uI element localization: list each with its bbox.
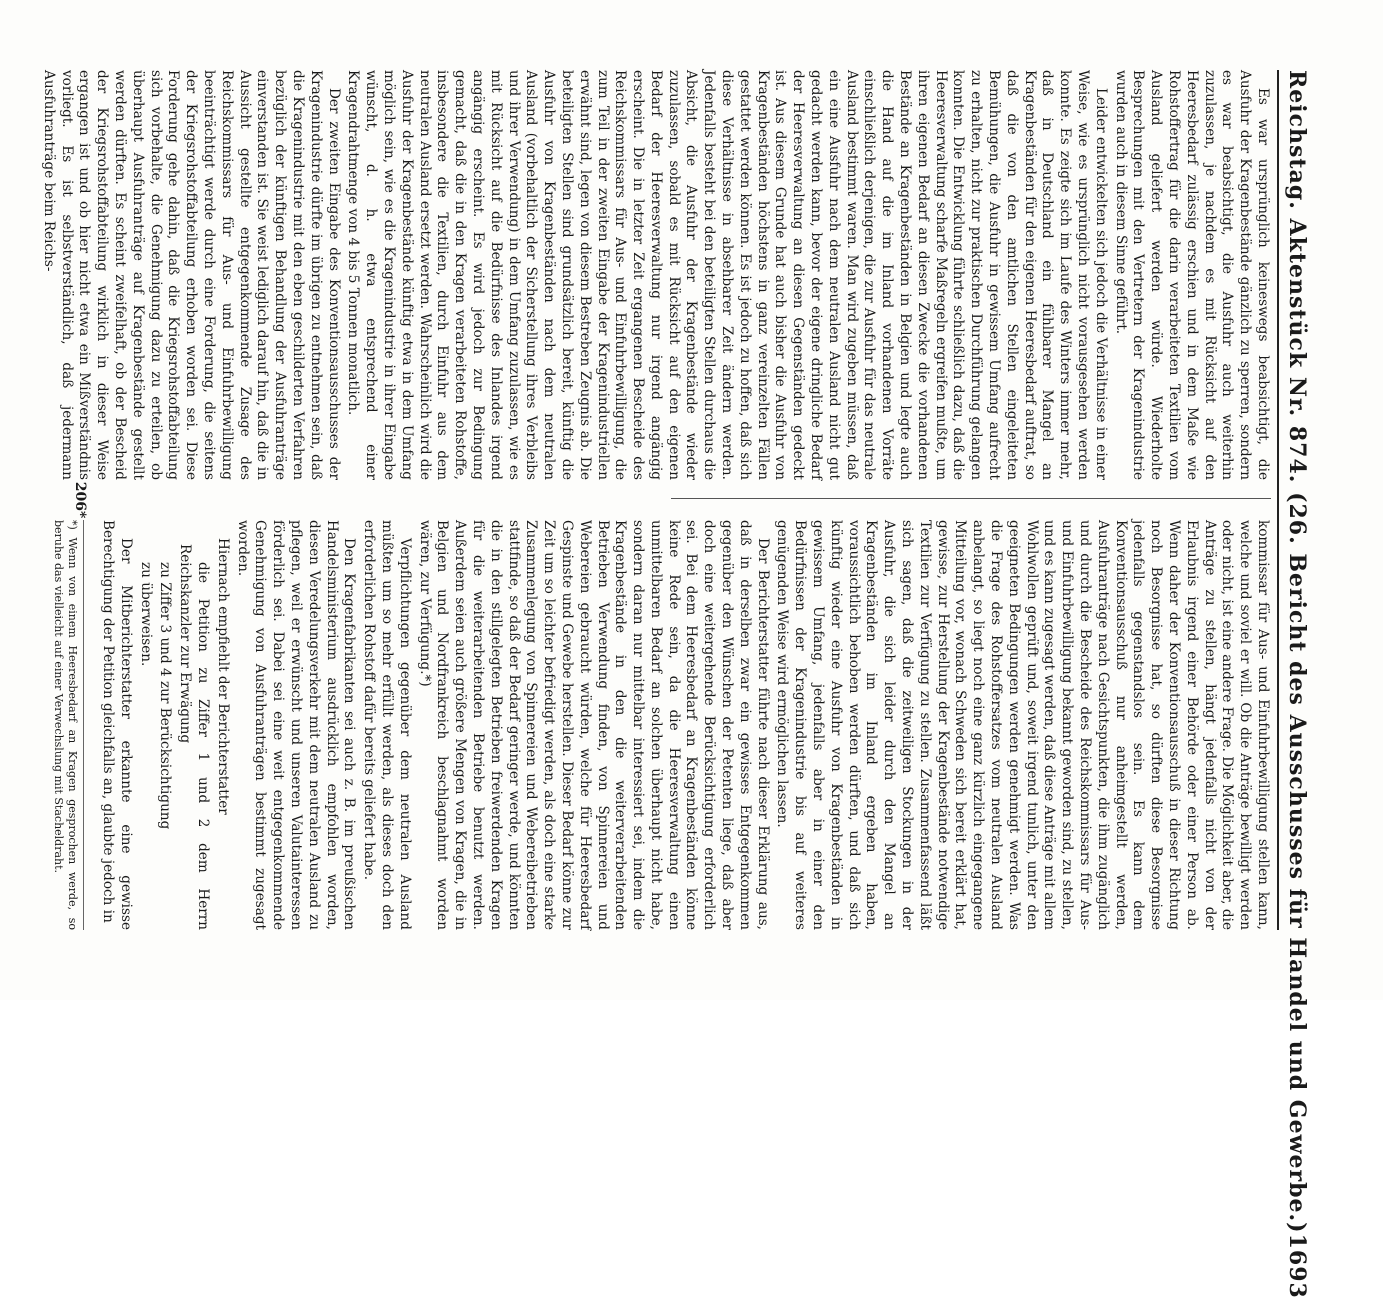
left-paragraph: Der zweiten Eingabe des Konventionsausschusses der Kragenindustrie dürfte im übrigen zu entnehmen sein, daß die Kragenindustrie mit den eben geschilderten Verfahren bezüglich der künftigen Behandlung der Ausfuhranträge einverstanden ist. Sie weist lediglich darauf hin, daß die in Aussicht gestellte entgegenkommende Zusage des Reichskommissars für Aus- und Einfuhrbewilligung beeinträchtigt werde durch eine Forderung, die seitens der Kriegsrohstoffabteilung erhoben worden sei. Diese Forderung gehe dahin, daß die Kriegsrohstoffabteilung sich vorbehalte, die Genehmigung dazu zu erteilen, ob überhaupt Ausfuhranträge auf Kragenbestände gestellt werden dürften. Es scheint zweifelhaft, ob der Bescheid der Kriegsrohstoffabteilung wirklich in dieser Weise ergangen ist und ob hier nicht etwa ein Mißverständnis vorliegt. Es ist selbstverständlich, daß jedermann Ausfuhranträge beim Reichs- bbox=[40, 70, 342, 480]
right-paragraph: kommissar für Aus- und Einfuhrbewilligung stellen kann, welche und soviel er will. Ob die Anträge bewilligt werden oder nicht, ist eine andere Frage. Die Möglichkeit aber, die Anträge zu stellen, hängt jedenfalls nicht von der Erlaubnis irgend einer Behörde oder einer Person ab. Wenn daher der Konventionsausschuß in dieser Richtung noch Besorgnisse hat, so dürften diese Besorgnisse jedenfalls gegenstandslos sein. Es kann dem Konventionsausschuß nur anheimgestellt werden, Ausfuhranträge nach Gesichtspunkten, die ihm zugänglich und durch die Bescheide des Reichskommissars für Aus- und Einfuhrbewilligung bekannt geworden sind, zu stellen, und es kann zugesagt werden, daß diese Anträge mit allem Wohlwollen geprüft und, soweit irgend tunlich, unter den geeigneten Bedingungen werden genehmigt werden. Was die Frage des Rohstoffersatzes vom neutralen Ausland anbelangt, so liegt noch eine ganz kürzlich eingegangene Mitteilung vor, wonach Schweden sich bereit erklärt hat, gewisse, zur Herstellung der Kragenbestände notwendige Textilien zur Verfügung zu stellen. Zusammenfassend läßt sich sagen, daß die zeitweiligen Stockungen in der Ausfuhr, die sich leider durch den Mangel an Kragenbeständen im Inland ergeben haben, voraussichtlich behoben werden dürften, und daß sich künftig wieder eine Ausfuhr von Kragenbeständen in gewissem Umfang, jedenfalls aber in einer den Bedürfnissen der Kragenindustrie bis auf weiteres genügenden Weise wird ermöglichen lassen. bbox=[774, 520, 1271, 930]
right-paragraph: Den Kragenfabrikanten sei auch z. B. im preußischen Handelsministerium ausdrücklich empfohlen worden, diesen Veredelungsverkehr mit dem neutralen Ausland zu pflegen, weil er erwünscht und unseren Valutainteressen förderlich sei. Dabei sei eine weit entgegenkommende Genehmigung von Ausfuhranträgen bestimmt zugesagt worden. bbox=[234, 520, 358, 930]
header-rule bbox=[1277, 70, 1279, 930]
page-title: Reichstag. Aktenstück Nr. 874. (26. Bericht des Ausschusses für Handel und Gewerbe.) bbox=[1284, 70, 1310, 1234]
left-column bbox=[40, 70, 1271, 480]
footnote: *) Wenn von einem Heeresbedarf an Kragen gesprochen werde, so beruhe das vielleicht auf einer Verwechslung mit Stacheldraht. bbox=[51, 520, 84, 930]
left-paragraph: Leider entwickelten sich jedoch die Verhältnisse in einer Weise, wie es ursprünglich nicht vorausgesehen werden konnte. Es zeigte sich im Laufe des Winters immer mehr, daß in Deutschland ein fühlbarer Mangel an Kragenbeständen für den eigenen Heeresbedarf auftrat, so daß die von den amtlichen Stellen eingeleiteten Bemühungen, die Ausfuhr in gewissem Umfang aufrecht zu erhalten, nicht zur praktischen Durchführung gelangen konnten. Die Entwicklung führte schließlich dazu, daß die Heeresverwaltung scharfe Maßregeln ergreifen mußte, um ihren eigenen Bedarf an diesen Zwecke die vorhandenen Bestände an Kragenbeständen in Belgien und legte auch die Hand auf die im Inland vorhandenen Vorräte einschließlich derjenigen, die zur Ausfuhr für das neutrale Ausland bestimmt waren. Man wird zugeben müssen, daß ein eine Ausfuhr nach dem neutralen Ausland nicht gut gedacht werden kann, bevor der eigene dringliche Bedarf der Heeresverwaltung an diesen Gegenständen gedeckt ist. Aus diesem Grunde hat auch bisher die Ausfuhr von Kragenbeständen höchstens in ganz vereinzelten Fällen gestattet werden können. Es ist jedoch zu hoffen, daß sich diese Verhältnisse in absehbarer Zeit ändern werden. Jedenfalls besteht bei den beteiligten Stellen durchaus die Absicht, die Ausfuhr der Kragenbestände wieder zuzulassen, sobald es mit Rücksicht auf den eigenen Bedarf der Heeresverwaltung nur irgend angängig erscheint. Die in letzter Zeit ergangenen Bescheide des Reichskommissars für Aus- und Einfuhrbewilligung, die zum Teil in der zweiten Eingabe der Kragenindustriellen erwähnt sind, legen von diesem Bestreben Zeugnis ab. Die beteiligten Stellen sind grundsätzlich bereit, künftig die Ausfuhr von Kragenbeständen nach dem neutralen Ausland (vorbehaltlich der Sicherstellung ihres Verbleibs und ihrer Verwendung) in dem Umfang zuzulassen, wie es mit Rücksicht auf die Bedürfnisse des Inlandes irgend angängig erscheint. Es wird jedoch zur Bedingung gemacht, daß die in den Kragen verarbeiteten Rohstoffe, insbesondere die Textilien, durch Einfuhr aus dem neutralen Ausland ersetzt werden. Wahrscheinlich wird die Ausfuhr der Kragenbestände künftig etwa in dem Umfang möglich sein, wie es die Kragenindustrie in ihrer Eingabe wünscht, d. h. etwa entsprechend einer Kragendrahtmenge von 4 bis 5 Tonnen monatlich. bbox=[345, 70, 1109, 480]
signature-mark: 206* bbox=[72, 481, 88, 519]
left-paragraph: Es war ursprünglich keineswegs beabsichtigt, die Ausfuhr der Kragenbestände gänzlich zu sperren, sondern es war beabsichtigt, die Ausfuhr auch weiterhin zuzulassen, je nachdem es mit Rücksicht auf den Heeresbedarf zulässig erschien und in dem Maße wie Rohstoffertrag für die darin verarbeiteten Textilien vom Ausland geliefert werden würde. Wiederholte Besprechungen mit den Vertretern der Kragenindustrie wurden auch in diesem Sinne geführt. bbox=[1112, 70, 1271, 480]
motion-item: zu Ziffer 3 und 4 zur Berücksichtigung bbox=[157, 562, 174, 830]
column-divider bbox=[671, 498, 1271, 499]
right-paragraph: Der Berichterstatter führte nach dieser Erklärung aus, daß in derselben zwar ein gewisses Entgegenkommen gegenüber den Wünschen der Petenten liege, daß aber doch eine weitergehende Berücksichtigung erforderlich sei. Bei dem Heeresbedarf an Kragenbeständen könne keine Rede sein, da die Heeresverwaltung einen unmittelbaren Bedarf an solchen überhaupt nicht habe, sondern daran nur mittelbar interessiert sei, indem die Kragenbestände in den die weiterverarbeitenden Betrieben Verwendung finden, von Spinnereien und Webereien gebraucht würden, welche für Heeresbedarf Gespinste und Gewebe herstellen. Dieser Bedarf könne zur Zeit um so leichter befriedigt werden, als doch eine starke Zusammenlegung von Spinnereien und Webereibetrieben stattfinde, so daß der Bedarf geringer werde, und könnten die in den stillgelegten Betrieben freiwerdenden Kragen für die weiterarbeitenden Betriebe benutzt werden. Außerdem seien auch größere Mengen von Kragen, die in Belgien und Nordfrankreich beschlagnahmt worden wären, zur Verfügung.*) bbox=[416, 520, 771, 930]
page-header bbox=[1281, 70, 1313, 1299]
co-reporter-paragraph: Der Mitberichterstatter erkannte eine gewisse Berechtigung der Petition gleichfalls an, glaubte jedoch in bbox=[100, 520, 134, 930]
motion-item: zu überweisen. bbox=[137, 562, 154, 667]
right-paragraph: Verpflichtungen gegenüber dem neutralen Ausland müßten um so mehr erfüllt werden, als dieses doch den erforderlichen Rohstoff dafür bereits geliefert habe. bbox=[361, 520, 413, 930]
motion-intro: Hiernach empfiehlt der Berichterstatter bbox=[214, 538, 231, 815]
motion-item: die Petition zu Ziffer 1 und 2 dem Herrn Reichskanzler zur Erwägung bbox=[177, 544, 211, 930]
page-number: 1693 bbox=[1284, 1233, 1310, 1299]
right-column bbox=[52, 520, 1271, 930]
